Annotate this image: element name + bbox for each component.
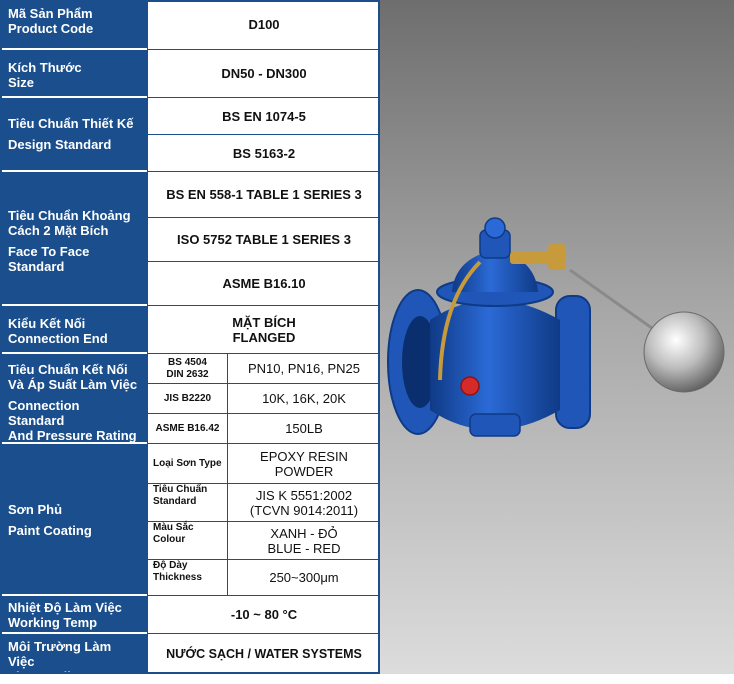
coating-sub-colour	[147, 522, 227, 560]
value-face-2: ISO 5752 TABLE 1 SERIES 3	[147, 218, 380, 262]
label-en-2: Standard	[8, 259, 65, 274]
value-design-2: BS 5163-2	[147, 135, 380, 172]
product-photo	[380, 0, 734, 674]
coating-value-type	[227, 444, 380, 484]
label-en: Paint Coating	[8, 523, 92, 538]
value-working-temp: -10 ~ 80 °C	[147, 596, 380, 634]
label-en-1: Face To Face	[8, 244, 90, 259]
value-line-2: BLUE - RED	[267, 540, 341, 556]
label-vi-1: Tiêu Chuẩn Kết Nối	[8, 362, 128, 377]
value-line-1: EPOXY RESIN	[260, 448, 348, 464]
pressure-value-bs: PN10, PN16, PN25	[227, 354, 380, 384]
value-connection-end	[147, 306, 380, 354]
label-en-1: Connection Standard	[8, 398, 80, 428]
sub-line-1: Màu Sắc	[153, 522, 194, 533]
label-vi-2: Và Áp Suất Làm Việc	[8, 377, 138, 392]
label-product-code	[0, 0, 147, 50]
value-line-2: POWDER	[274, 463, 334, 479]
label-size	[0, 50, 147, 98]
label-pressure-rating	[0, 354, 147, 444]
sub-line-2: Standard	[153, 496, 197, 507]
coating-sub-type: Loại Sơn Type	[147, 444, 227, 484]
label-vi: Kích Thước	[8, 60, 82, 75]
label-vi: Sơn Phủ	[8, 502, 63, 517]
value-line-2: (TCVN 9014:2011)	[249, 502, 359, 518]
pressure-value-asme: 150LB	[227, 414, 380, 444]
label-en: Connection End	[8, 331, 108, 346]
std-line-2: DIN 2632	[166, 368, 209, 380]
pressure-std-jis: JIS B2220	[147, 384, 227, 414]
sub-line-2: Colour	[153, 534, 186, 545]
pressure-value-jis: 10K, 16K, 20K	[227, 384, 380, 414]
label-paint-coating	[0, 444, 147, 596]
label-en: Flow Media	[8, 669, 79, 684]
value-product-code: D100	[147, 0, 380, 50]
label-vi: Kiểu Kết Nối	[8, 316, 86, 331]
value-face-1: BS EN 558-1 TABLE 1 SERIES 3	[147, 172, 380, 218]
label-en: Product Code	[8, 21, 94, 36]
label-vi: Mã Sản Phẩm	[8, 6, 93, 21]
label-vi-2: Cách 2 Mặt Bích	[8, 223, 109, 238]
label-face-to-face	[0, 172, 147, 306]
value-flow-media: NƯỚC SẠCH / WATER SYSTEMS	[147, 634, 380, 674]
value-design-1: BS EN 1074-5	[147, 98, 380, 135]
coating-value-standard	[227, 484, 380, 522]
label-en-2: And Pressure Rating	[8, 428, 137, 443]
value-connection-en: FLANGED	[232, 329, 296, 345]
label-working-temp	[0, 596, 147, 634]
label-vi-1: Tiêu Chuẩn Khoảng	[8, 208, 131, 223]
value-size: DN50 - DN300	[147, 50, 380, 98]
sub-line-2: Thickness	[153, 572, 202, 583]
label-en: Design Standard	[8, 137, 112, 152]
coating-value-colour	[227, 522, 380, 560]
label-vi: Nhiệt Độ Làm Việc	[8, 600, 122, 615]
coating-sub-thickness	[147, 560, 227, 596]
label-connection-end	[0, 306, 147, 354]
std-line-1: BS 4504	[168, 356, 207, 368]
pressure-std-bs	[147, 354, 227, 384]
label-design-standard	[0, 98, 147, 172]
value-connection-vi: MẶT BÍCH	[232, 314, 296, 330]
label-en: Size	[8, 75, 35, 90]
sub-line-1: Độ Dày	[153, 560, 188, 571]
value-face-3: ASME B16.10	[147, 262, 380, 306]
label-flow-media	[0, 634, 147, 684]
pressure-std-asme: ASME B16.42	[147, 414, 227, 444]
label-en: Working Temp	[8, 615, 98, 630]
sub-line-1: Tiêu Chuẩn	[153, 484, 208, 495]
float-valve-icon	[380, 0, 734, 674]
label-vi: Tiêu Chuẩn Thiết Kế	[8, 116, 134, 131]
coating-sub-standard	[147, 484, 227, 522]
coating-value-thickness: 250~300μm	[227, 560, 380, 596]
value-line-1: JIS K 5551:2002	[255, 487, 353, 503]
value-line-1: XANH - ĐỎ	[270, 525, 338, 541]
label-vi: Môi Trường Làm Việc	[8, 639, 112, 669]
